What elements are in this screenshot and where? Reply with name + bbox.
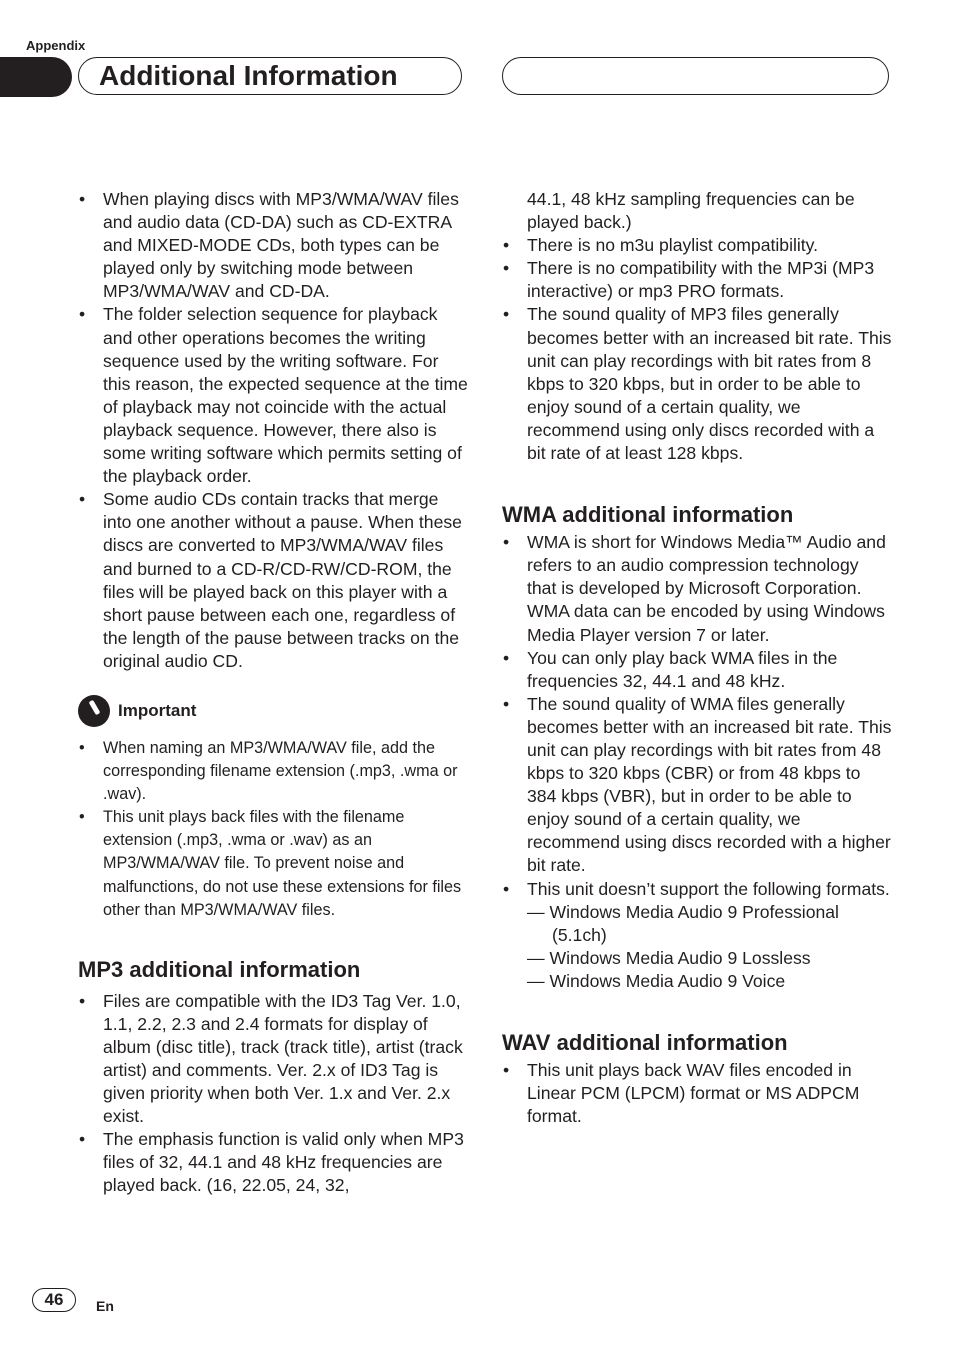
mp3-continuation-text: 44.1, 48 kHz sampling frequencies can be played back.) — [527, 189, 855, 233]
empty-header-box — [502, 57, 889, 95]
list-item: • When playing discs with MP3/WMA/WAV files and audio data (CD-DA) such as CD-EXTRA and MIXED-MODE CDs, both types can be played only by switching mode between MP3/WMA/WAV and CD-DA. — [78, 188, 468, 303]
intro-bullet-list — [78, 188, 468, 673]
list-item: • You can only play back WMA files in the frequencies 32, 44.1 and 48 kHz. — [502, 647, 892, 693]
list-item: • This unit plays back files with the filename extension (.mp3, .wma or .wav) as an MP3/WMA/WAV file. To prevent noise and malfunctions, do not use these extensions for files other than MP3/WMA/WAV files. — [78, 806, 468, 921]
wma-heading: WMA additional information — [502, 502, 794, 528]
list-item: • Some audio CDs contain tracks that merge into one another without a pause. When these discs are converted to MP3/WMA/WAV files and burned to a CD-R/CD-RW/CD-ROM, the files will be played back on this player with a short pause between each one, regardless of the length of the pause between tracks on the original audio CD. — [78, 488, 468, 673]
wma-unsupported-format-list — [502, 901, 892, 993]
list-item: • This unit doesn’t support the following formats. — [502, 878, 892, 901]
mp3-heading: MP3 additional information — [78, 956, 361, 982]
wav-bullet-list — [502, 1059, 892, 1128]
list-item: • The folder selection sequence for playback and other operations becomes the writing sequence used by the writing software. For this reason, the expected sequence at the time of playback may not coincide with the actual playback sequence. However, there also is some writing software which permits setting of the playback order. — [78, 303, 468, 488]
important-icon — [78, 695, 110, 727]
page-title: Additional Information — [99, 60, 398, 91]
mp3-bullet-list-continued — [502, 234, 892, 465]
section-tab-marker — [0, 57, 72, 97]
wma-bullet-list — [502, 531, 892, 901]
important-label: Important — [118, 700, 197, 720]
list-item: — Windows Media Audio 9 Voice — [527, 970, 786, 991]
list-item: • The sound quality of MP3 files generally becomes better with an increased bit rate. This unit can play recordings with bit rates from 8 kbps to 320 kbps, but in order to be able to enjoy sound of a certain quality, we recommend using only discs recorded with a bit rate of at least 128 kbps. — [502, 303, 892, 465]
list-item: • The sound quality of WMA files generally becomes better with an increased bit rate. This unit can play recordings with bit rates from 48 kbps to 320 kbps (CBR) or from 48 kbps to 384 kbps (VBR), but in order to be able to enjoy sound of a certain quality, we recommend using discs recorded with a higher bit rate. — [502, 693, 892, 878]
page-number: 46 — [32, 1288, 76, 1312]
important-bullet-list — [78, 737, 468, 922]
list-item: • WMA is short for Windows Media™ Audio and refers to an audio compression technology that is developed by Microsoft Corporation. WMA data can be encoded by using Windows Media Player version 7 or later. — [502, 531, 892, 646]
important-notice-header — [78, 693, 468, 729]
list-item: • There is no m3u playlist compatibility. — [502, 234, 892, 257]
right-column — [502, 188, 892, 1128]
list-item: • Files are compatible with the ID3 Tag Ver. 1.0, 1.1, 2.2, 2.3 and 2.4 formats for display of album (disc title), track (track title), artist (track artist) and comments. Ver. 2.x of ID3 Tag is given priority when both Ver. 1.x and Ver. 2.x exist. — [78, 990, 468, 1129]
language-code: En — [96, 1298, 114, 1314]
list-item: — Windows Media Audio 9 Professional (5.1ch) — [527, 901, 839, 945]
wav-heading: WAV additional information — [502, 1030, 788, 1055]
left-column — [78, 188, 468, 1198]
list-item: • There is no compatibility with the MP3i (MP3 interactive) or mp3 PRO formats. — [502, 257, 892, 303]
mp3-bullet-list — [78, 990, 468, 1198]
list-item: • The emphasis function is valid only when MP3 files of 32, 44.1 and 48 kHz frequencies are played back. (16, 22.05, 24, 32, — [78, 1128, 468, 1197]
list-item: • When naming an MP3/WMA/WAV file, add the corresponding filename extension (.mp3, .wma or .wav). — [78, 737, 468, 806]
section-label: Appendix — [26, 38, 86, 53]
list-item: • This unit plays back WAV files encoded in Linear PCM (LPCM) format or MS ADPCM format. — [502, 1059, 892, 1128]
title-box — [78, 57, 462, 95]
list-item: — Windows Media Audio 9 Lossless — [527, 947, 811, 968]
